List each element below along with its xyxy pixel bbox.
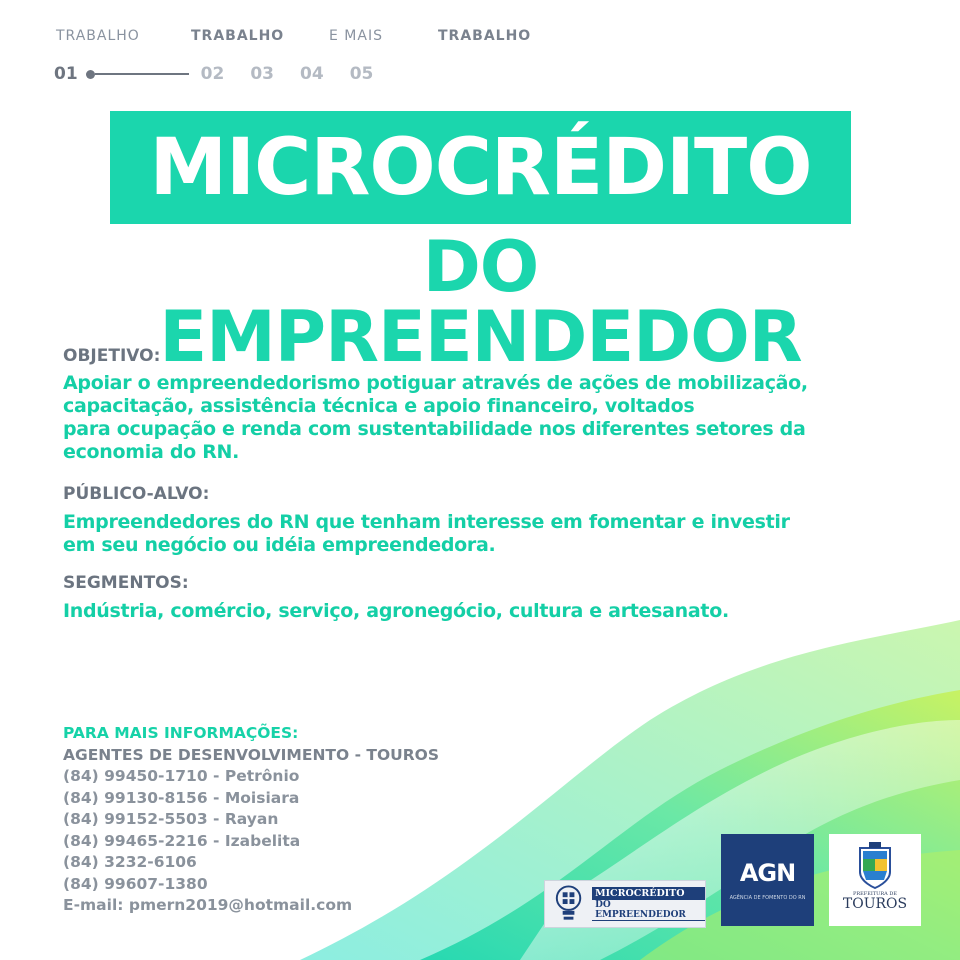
touros-logo [829, 834, 921, 926]
nav-item-2[interactable]: TRABALHO [191, 28, 285, 44]
top-nav [56, 28, 531, 44]
step-progress-line [95, 73, 189, 75]
agn-logo-name: AGN [739, 859, 796, 887]
step-4[interactable]: 04 [300, 64, 324, 84]
objective-line: economia do RN. [63, 441, 240, 463]
page-subtitle: DO EMPREENDEDOR [159, 226, 802, 378]
contact-phone: (84) 99607-1380 [63, 874, 208, 893]
segments-label: SEGMENTOS: [63, 573, 189, 593]
step-3[interactable]: 03 [250, 64, 275, 84]
objective-line: capacitação, assistência técnica e apoio financeiro, voltados [63, 395, 695, 417]
segments-line: Indústria, comércio, serviço, agronegócio, cultura e artesanato. [63, 600, 729, 622]
step-indicator [54, 64, 399, 84]
audience-line: em seu negócio ou idéia empreendedora. [63, 534, 496, 556]
micro-logo-line1: MICROCRÉDITO [592, 887, 705, 900]
step-2[interactable]: 02 [200, 64, 225, 84]
objective-line: Apoiar o empreendedorismo potiguar através de ações de mobilização, [63, 372, 808, 394]
step-5[interactable]: 05 [349, 64, 374, 84]
title-banner [110, 111, 851, 224]
audience-line: Empreendedores do RN que tenham interesse em fomentar e investir [63, 511, 790, 533]
lightbulb-icon [549, 882, 588, 926]
segments-text [63, 600, 913, 623]
nav-item-3[interactable]: E MAIS [329, 28, 383, 44]
objective-section [63, 346, 913, 464]
coat-of-arms-icon [854, 840, 896, 890]
contact-email: E-mail: pmern2019@hotmail.com [63, 896, 353, 914]
objective-line: para ocupação e renda com sustentabilidade nos diferentes setores da [63, 418, 806, 440]
contact-phone: (84) 99130-8156 - Moisiara [63, 788, 300, 807]
touros-logo-pref: PREFEITURA DE [852, 891, 898, 897]
page-title: MICROCRÉDITO [149, 122, 812, 213]
agn-logo-sub: AGÊNCIA DE FOMENTO DO RN [729, 895, 806, 901]
nav-item-4[interactable]: TRABALHO [438, 28, 532, 44]
microcredito-logo [544, 880, 706, 928]
segments-section [63, 573, 913, 623]
objective-label: OBJETIVO: [63, 346, 161, 366]
touros-logo-name: TOUROS [842, 896, 908, 912]
contact-agents: AGENTES DE DESENVOLVIMENTO - TOUROS [63, 745, 440, 764]
contact-heading: PARA MAIS INFORMAÇÕES: [63, 724, 299, 742]
step-active[interactable]: 01 [54, 64, 78, 84]
audience-section [63, 484, 913, 557]
step-dot-icon [86, 70, 95, 79]
agn-logo [721, 834, 814, 926]
nav-item-1[interactable]: TRABALHO [56, 28, 140, 44]
micro-logo-line2: DO EMPREENDEDOR [592, 900, 705, 921]
audience-label: PÚBLICO-ALVO: [63, 484, 210, 504]
audience-text [63, 511, 913, 557]
contact-phone: (84) 3232-6106 [63, 853, 197, 871]
contact-phone: (84) 99465-2216 - Izabelita [63, 831, 301, 850]
contact-phone: (84) 99152-5503 - Rayan [63, 810, 279, 828]
contact-block [63, 723, 523, 917]
objective-text [63, 372, 913, 464]
contact-phone: (84) 99450-1710 - Petrônio [63, 767, 300, 785]
